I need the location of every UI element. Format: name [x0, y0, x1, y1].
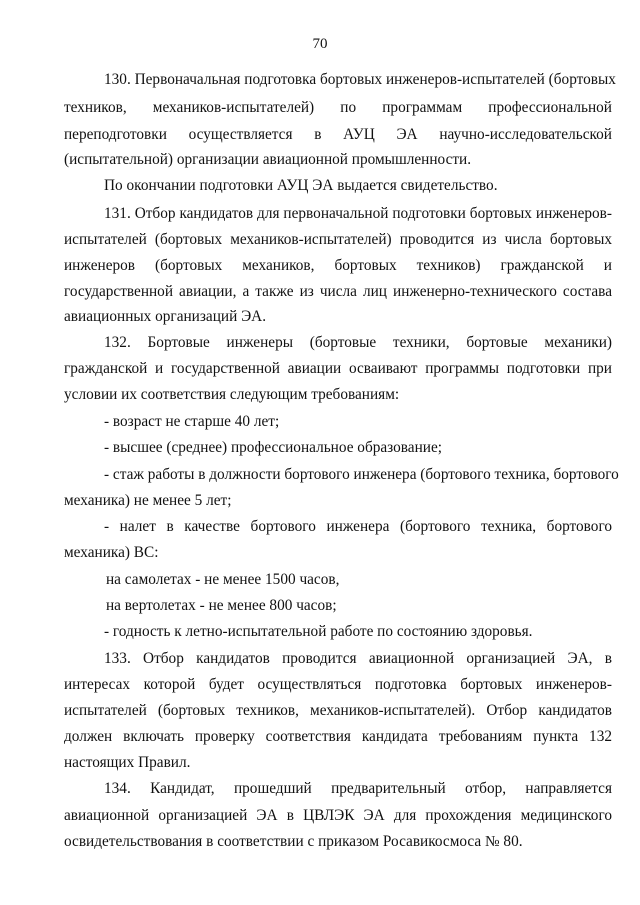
text-line: испытателей (бортовых техников, механиков-испытателей). Отбор кандидатов: [64, 702, 612, 719]
text-line: - стаж работы в должности бортового инженера (бортового техника, бортового: [104, 466, 619, 483]
text-line: настоящих Правил.: [64, 754, 191, 771]
text-line: гражданской и государственной авиации осваивают программы подготовки при: [64, 360, 612, 377]
text-line: авиационных организаций ЭА.: [64, 308, 267, 325]
text-line: 131. Отбор кандидатов для первоначальной подготовки бортовых инженеров-: [104, 205, 612, 222]
text-line: техников, механиков-испытателей) по программам профессиональной: [64, 99, 612, 116]
text-line: условии их соответствия следующим требованиям:: [64, 386, 400, 403]
text-line: - налет в качестве бортового инженера (бортового техника, бортового: [104, 518, 612, 535]
text-line: интересах которой будет осуществляться подготовка бортовых инженеров-: [64, 676, 612, 693]
page-number: 70: [312, 36, 328, 52]
text-line: По окончании подготовки АУЦ ЭА выдается свидетельство.: [104, 177, 498, 194]
text-line: государственной авиации, а также из числа лиц инженерно-технического состава: [64, 283, 612, 300]
text-line: 132. Бортовые инженеры (бортовые техники, бортовые механики): [104, 334, 612, 351]
text-line: должен включать проверку соответствия кандидата требованиям пункта 132: [64, 728, 612, 745]
text-line: испытателей (бортовых механиков-испытателей) проводится из числа бортовых: [64, 231, 612, 248]
text-line: освидетельствования в соответствии с приказом Росавикосмоса № 80.: [64, 833, 523, 850]
text-line: (испытательной) организации авиационной промышленности.: [64, 151, 472, 168]
text-line: механика) ВС:: [64, 544, 159, 561]
text-line: - высшее (среднее) профессиональное образование;: [104, 439, 443, 456]
text-line: 133. Отбор кандидатов проводится авиационной организацией ЭА, в: [104, 650, 612, 667]
text-line: авиационной организацией ЭА в ЦВЛЭК ЭА для прохождения медицинского: [64, 807, 612, 824]
text-line: - годность к летно-испытательной работе по состоянию здоровья.: [104, 623, 533, 640]
text-line: - возраст не старше 40 лет;: [104, 413, 280, 430]
text-line: переподготовки осуществляется в АУЦ ЭА научно-исследовательской: [64, 126, 612, 143]
text-line: 134. Кандидат, прошедший предварительный отбор, направляется: [104, 780, 612, 797]
text-line: механика) не менее 5 лет;: [64, 492, 232, 509]
text-line: на самолетах - не менее 1500 часов,: [106, 571, 340, 588]
text-line: инженеров (бортовых механиков, бортовых техников) гражданской и: [64, 257, 612, 274]
text-line: 130. Первоначальная подготовка бортовых инженеров-испытателей (бортовых: [104, 71, 616, 88]
text-line: на вертолетах - не менее 800 часов;: [106, 597, 337, 614]
